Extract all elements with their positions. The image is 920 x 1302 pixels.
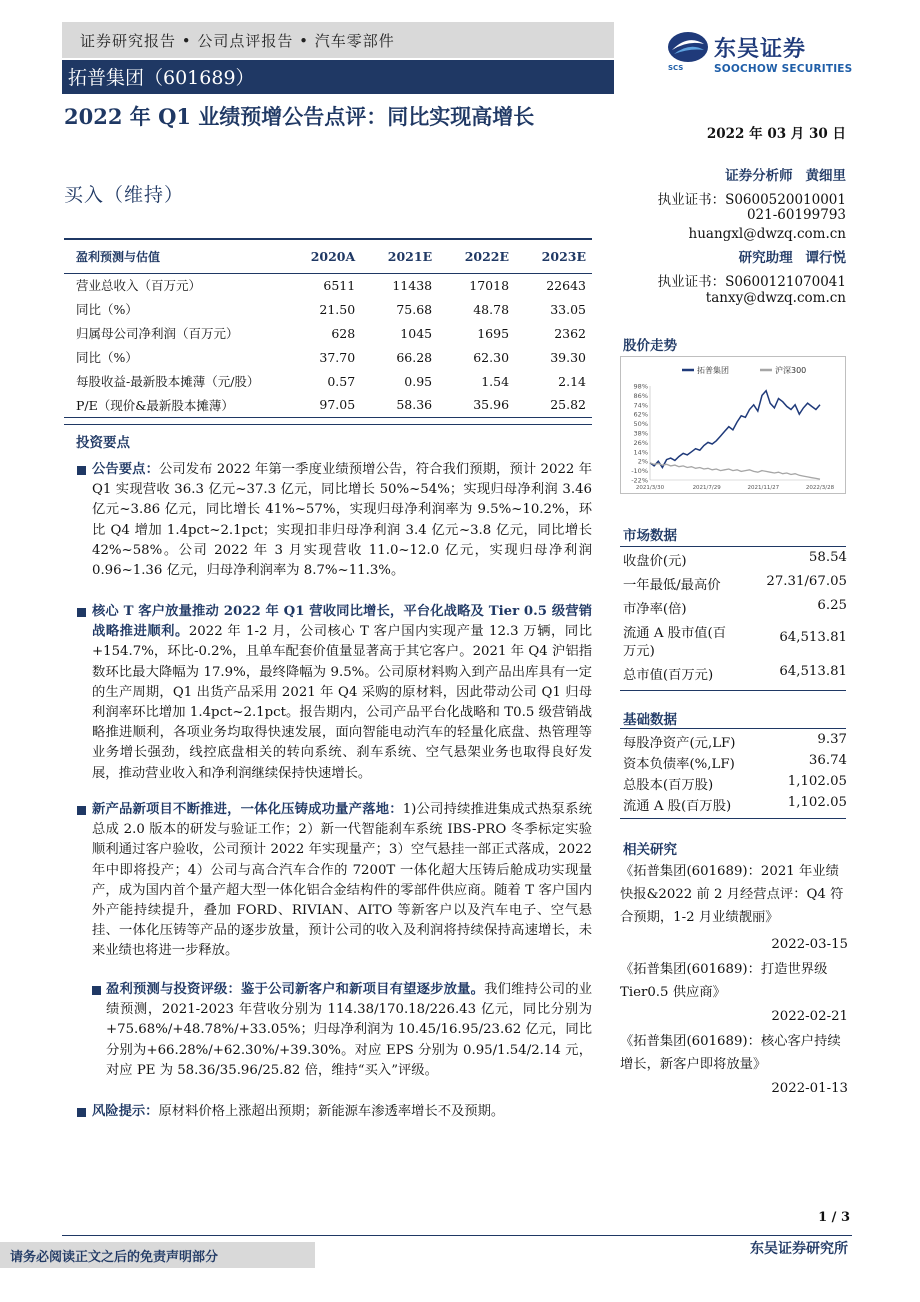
legend-label: 沪深300 [775,366,807,375]
table-cell: 1045 [400,325,433,341]
chart-title: 股价走势 [623,338,677,354]
point-2-heading: 核心 T 客户放量推动 2022 年 Q1 营收同比增长，平台化战略及 Tier 0.5 级营销战略推进顺利。 [92,604,592,640]
forecast-table [64,238,592,418]
kv-label: 总市值(百万元) [623,668,714,683]
table-cell: 2362 [554,325,586,341]
investment-point-2 [92,602,592,784]
table-cell: 2.14 [558,373,586,389]
table-row [64,345,592,369]
investment-title: 投资要点 [76,435,130,451]
y-tick-label: 98% [633,382,648,391]
y-tick-label: 62% [633,410,648,419]
report-title: 2022 年 Q1 业绩预增公告点评：同比实现高增长 [64,104,535,129]
footer-divider [62,1235,852,1236]
kv-label: 流通 A 股市值(百 [623,626,727,641]
company-name: 拓普集团（601689） [68,67,255,89]
row-label: P/E（现价&最新股本摊薄） [64,393,284,417]
x-tick-label: 2021/7/29 [692,485,721,491]
point-1-text: 公司发布 2022 年第一季度业绩预增公告，符合我们预期，预计 2022 年 Q1 实现营收 36.3 亿元~37.3 亿元，同比增长 50%~54%；实现归母净利润 3.46 亿元~3.86 亿元，同比增长 41%~57%，实现归母净利润率为 9.5%~10.2%，环比 Q4 增加 1.4pct~2.1pct；实现扣非归母净利润 3.4 亿元~3.8 亿元，同比增长 42%~58%。公司 2022 年 3 月实现营收 11.0~12.0 亿元，实现归母净利润 0.96~1.36 亿元，归母净利润率为 8.7%~11.3%。 [92,462,593,579]
row-label: 营业总收入（百万元） [76,278,202,294]
point-3-text: 1)公司持续推进集成式热泵系统总成 2.0 版本的研发与验证工作；2）新一代智能刹车系统 IBS-PRO 冬季标定实验顺利通过客户验收，公司预计 2022 年实现量产；3）空气悬挂一部正式落成，2022 年中即将投产；4）公司与高合汽车合作的 7200T 一体化超大压铸后舱成功实现量产，成为国内首个量产超大型一体化铝合金结构件的零部件供应商。随着 T 客户国内外产能持续提升，叠加 FORD、RIVIAN、AITO 等新客户以及汽车电子、空气悬挂、一体化压铸等产品的逐步放量，预计公司的收入及利润将持续保持高速增长，未来业绩也将进一步释放。 [92,802,592,959]
related-date-1: 2022-03-15 [771,937,848,952]
table-cell: 33.05 [550,301,586,317]
y-tick-label: 14% [633,448,648,457]
logo-cn: 东吴证券 [714,37,807,62]
page-number: 1 / 3 [818,1210,850,1225]
kv-label: 万元) [623,644,655,659]
kv-value: 1,102.05 [787,774,847,789]
table-header: 2023E [515,239,592,273]
legend-label: 拓普集团 [697,366,729,375]
table-cell: 0.57 [327,373,356,389]
table-header: 2020A [284,239,361,273]
soochow-logo-icon [666,30,710,64]
table-cell: 21.50 [319,301,356,317]
point-4-heading: 盈利预测与投资评级：鉴于公司新客户和新项目有望逐步放量。 [106,982,485,997]
related-date-3: 2022-01-13 [771,1081,848,1096]
point-5-heading: 风险提示： [92,1104,159,1119]
kv-label: 总股本(百万股) [623,778,714,793]
bullet-icon [92,986,101,995]
institute-name: 东吴证券研究所 [750,1241,848,1257]
table-row [64,393,592,417]
kv-value: 64,513.81 [779,630,847,645]
analyst-1-name: 黄细里 [805,168,846,184]
report-date: 2022 年 03 月 30 日 [706,126,846,142]
table-header: 2021E [361,239,438,273]
section-divider [64,424,592,425]
related-title: 相关研究 [623,842,677,858]
y-tick-label: 2% [637,457,648,466]
bullet-icon [77,806,86,815]
section-divider [620,690,846,691]
investment-point-4 [106,980,592,1081]
bullet-icon [77,1108,86,1117]
kv-value: 27.31/67.05 [766,574,847,589]
section-divider [620,546,846,547]
rating: 买入（维持） [64,184,185,206]
kv-label: 收盘价(元) [623,554,687,569]
related-item-2[interactable]: 《拓普集团(601689)：打造世界级 Tier0.5 供应商》 [620,962,828,1000]
row-label: 归属母公司净利润（百万元） [76,326,239,341]
kv-value: 64,513.81 [779,664,847,679]
row-label: 同比（%） [76,302,138,317]
y-tick-label: 86% [633,391,648,400]
point-3-heading: 新产品新项目不断推进，一体化压铸成功量产落地： [92,802,403,817]
analyst-1-cert: 执业证书：S0600520010001 [657,192,846,208]
analyst-1-header [610,164,846,184]
analyst-2-header [610,246,846,266]
x-tick-label: 2021/11/27 [747,485,780,491]
table-cell: 35.96 [438,393,515,417]
market-data-title: 市场数据 [623,528,677,544]
logo-en: SOOCHOW SECURITIES [714,63,853,75]
logo-abbr: SCS [668,64,684,72]
bullet-icon [77,466,86,475]
basic-data-title: 基础数据 [623,712,677,728]
analyst-1-role: 证券分析师 [725,168,793,184]
kv-value: 9.37 [817,732,847,747]
kv-label: 每股净资产(元,LF) [623,736,736,751]
disclaimer-text[interactable]: 请务必阅读正文之后的免责声明部分 [10,1250,219,1265]
table-cell: 11438 [392,277,433,293]
y-tick-label: 74% [633,401,648,410]
chart-frame [621,357,846,494]
table-cell: 97.05 [284,393,361,417]
y-tick-label: -10% [631,467,648,476]
table-cell: 17018 [469,277,510,293]
x-tick-label: 2021/3/30 [635,485,665,491]
point-1-heading: 公告要点： [92,462,159,477]
section-divider [620,728,846,729]
table-row [64,273,592,297]
kv-label: 资本负债率(%,LF) [623,757,735,772]
y-tick-label: -22% [631,476,648,485]
table-cell: 6511 [323,277,356,293]
report-category: 证券研究报告 • 公司点评报告 • 汽车零部件 [80,32,395,50]
section-divider [620,818,846,819]
table-row [64,297,592,321]
x-tick-label: 2022/3/28 [805,485,835,491]
table-cell: 75.68 [396,301,433,317]
table-header: 2022E [438,239,515,273]
related-date-2: 2022-02-21 [771,1009,848,1024]
table-cell: 62.30 [473,349,510,365]
kv-value: 6.25 [817,598,847,613]
table-header: 盈利预测与估值 [64,239,284,273]
table-cell: 0.95 [404,373,433,389]
point-4-text: 我们维持公司的业绩预测，2021-2023 年营收分别为 114.38/170.18/226.43 亿元，同比分别为+75.68%/+48.78%/+33.05%；归母净利润为 10.45/16.95/23.62 亿元，同比分别为+66.28%/+62.30%/+39.30%。对应 EPS 分别为 0.95/1.54/2.14 元，对应 PE 为 58.36/35.96/25.82 倍，维持“买入”评级。 [106,982,593,1078]
analyst-2-name: 谭行悦 [805,250,846,266]
table-cell: 37.70 [319,349,356,365]
row-label: 每股收益-最新股本摊薄（元/股） [76,374,260,389]
table-cell: 66.28 [396,349,433,365]
bullet-icon [77,608,86,617]
stock-price-chart [620,356,846,494]
analyst-2-email[interactable]: tanxy@dwzq.com.cn [705,290,846,306]
table-header-row [64,239,592,273]
analyst-2-cert: 执业证书：S0600121070041 [657,274,846,290]
analyst-1-phone: 021-60199793 [746,207,846,223]
y-tick-label: 50% [633,420,648,429]
investment-point-1 [92,460,592,581]
y-tick-label: 38% [633,429,648,438]
kv-value: 36.74 [808,753,847,768]
row-label: 同比（%） [76,350,138,365]
table-cell: 58.36 [361,393,438,417]
table-cell: 628 [331,325,356,341]
kv-label: 一年最低/最高价 [623,578,721,593]
table-row [64,321,592,345]
y-tick-label: 26% [633,438,648,447]
table-cell: 39.30 [550,349,586,365]
related-item-3[interactable]: 《拓普集团(601689)：核心客户持续增长，新客户即将放量》 [620,1034,841,1072]
table-cell: 25.82 [515,393,592,417]
investment-point-3 [92,800,592,962]
point-5-text: 原材料价格上涨超出预期；新能源车渗透率增长不及预期。 [158,1104,505,1119]
point-2-text: 2022 年 1-2 月，公司核心 T 客户国内实现产量 12.3 万辆，同比+154.7%，环比-0.2%，且单车配套价值量显著高于其它客户。2021 年 Q4 沪铝指数环比最大降幅为 17.9%，最终降幅为 9.5%。公司原材料购入到产品出库具有一定的生产周期，Q1 出货产品采用 2021 年 Q4 采购的原材料，因此带动公司 Q1 归母利润率环比增加 1.4pct~2.1pct。报告期内，公司产品平台化战略和 T0.5 级营销战略推进顺利，各项业务均取得快速发展，面向智能电动汽车的轻量化底盘、热管理等业务增长强劲，线控底盘相关的转向系统、刹车系统、空气悬架业务也取得良好发展，推动营业收入和净利润继续保持快速增长。 [92,624,592,781]
kv-label: 流通 A 股(百万股) [623,799,732,814]
table-cell: 22643 [546,277,586,293]
analyst-1-email[interactable]: huangxl@dwzq.com.cn [688,226,846,242]
table-cell: 1.54 [481,373,510,389]
kv-value: 58.54 [808,550,847,565]
table-cell: 1695 [477,325,510,341]
kv-label: 市净率(倍) [623,602,687,617]
investment-point-5 [92,1102,592,1122]
kv-value: 1,102.05 [787,795,847,810]
table-cell: 48.78 [473,301,510,317]
analyst-2-role: 研究助理 [738,250,793,266]
table-row [64,369,592,393]
related-item-1[interactable]: 《拓普集团(601689)：2021 年业绩快报&2022 前 2 月经营点评：Q4 符合预期，1-2 月业绩靓丽》 [620,864,844,925]
